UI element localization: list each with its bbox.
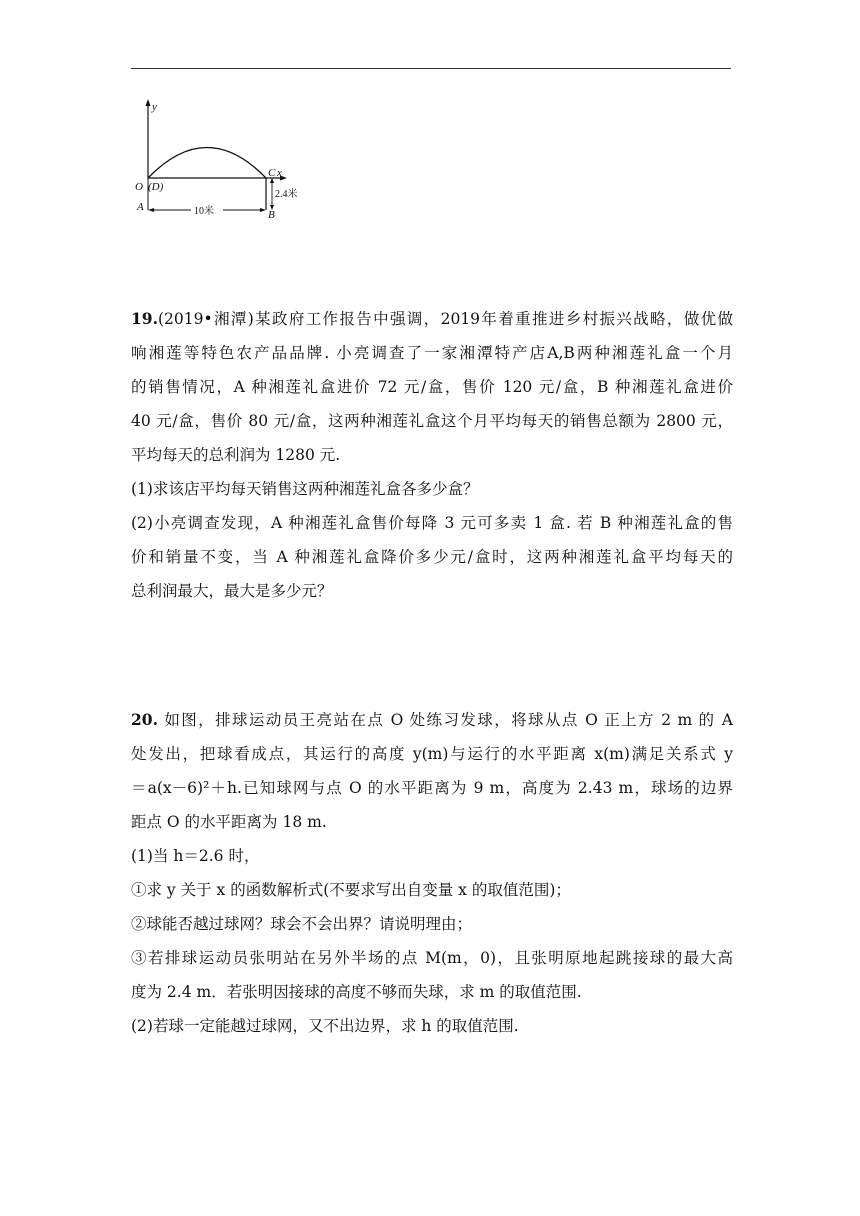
q19-line: (1)求该店平均每天销售这两种湘莲礼盒各多少盒？	[131, 480, 479, 498]
q20-line: (1)当 h＝2.6 时，	[131, 847, 260, 865]
arch-curve	[148, 148, 266, 179]
q20-text: 如图，排球运动员王亮站在点 O 处练习发球，将球从点 O 正上方 2 m 的 A	[157, 711, 733, 729]
width-arrow-left	[148, 208, 154, 212]
question-20	[131, 703, 733, 1043]
width-label: 10米	[194, 206, 214, 217]
arch-figure	[128, 96, 298, 226]
q19-line	[131, 302, 733, 336]
point-b-label: B	[268, 209, 275, 221]
q19-line: 平均每天的总利润为 1280 元.	[131, 446, 341, 464]
axis-x-label: x	[277, 167, 282, 179]
q19-line: (2)小亮调查发现，A 种湘莲礼盒售价每降 3 元可多卖 1 盒. 若 B 种湘莲礼盒的售	[131, 514, 733, 532]
point-c-label: C	[268, 167, 276, 179]
q20-line: ＝a(x－6)²＋h.已知球网与点 O 的水平距离为 9 m，高度为 2.43 m，球场的边界	[131, 779, 733, 797]
q20-line: 处发出，把球看成点，其运行的高度 y(m)与运行的水平距离 x(m)满足关系式 y	[131, 745, 733, 763]
q20-line: (2)若球一定能越过球网，又不出边界，求 h 的取值范围.	[131, 1017, 519, 1035]
q19-line: 价和销量不变，当 A 种湘莲礼盒降价多少元/盒时，这两种湘莲礼盒平均每天的	[131, 548, 733, 566]
origin-d-label: (D)	[148, 181, 164, 193]
y-axis-arrow	[146, 99, 151, 106]
q20-line	[131, 703, 733, 737]
q20-line: ③若排球运动员张明站在另外半场的点 M(m，0)，且张明原地起跳接球的最大高	[131, 949, 733, 967]
question-number: 20.	[131, 710, 158, 729]
q20-line: ①求 y 关于 x 的函数解析式(不要求写出自变量 x 的取值范围)；	[131, 881, 571, 899]
origin-label: O	[135, 181, 143, 193]
q19-line: 响湘莲等特色农产品品牌. 小亮调查了一家湘潭特产店A,B两种湘莲礼盒一个月	[131, 344, 733, 362]
axis-y-label: y	[152, 101, 157, 113]
question-number: 19.	[131, 309, 158, 328]
width-arrow-right	[260, 208, 266, 212]
q19-text: (2019•湘潭)某政府工作报告中强调，2019年着重推进乡村振兴战略，做优做	[157, 310, 733, 328]
point-a-label: A	[137, 201, 144, 213]
q20-line: ②球能否越过球网？球会不会出界？请说明理由；	[131, 915, 473, 933]
q19-line: 总利润最大，最大是多少元？	[131, 582, 333, 600]
q20-line: 度为 2.4 m．若张明因接球的高度不够而失球，求 m 的取值范围.	[131, 983, 582, 1001]
question-19	[131, 302, 733, 608]
q20-line: 距点 O 的水平距离为 18 m.	[131, 813, 327, 831]
q19-line: 的销售情况，A 种湘莲礼盒进价 72 元/盒，售价 120 元/盒，B 种湘莲礼盒进价	[131, 378, 733, 396]
header-rule	[131, 68, 731, 69]
q19-line: 40 元/盒，售价 80 元/盒，这两种湘莲礼盒这个月平均每天的销售总额为 2800 元，	[131, 412, 733, 430]
height-label: 2.4米	[275, 189, 298, 200]
